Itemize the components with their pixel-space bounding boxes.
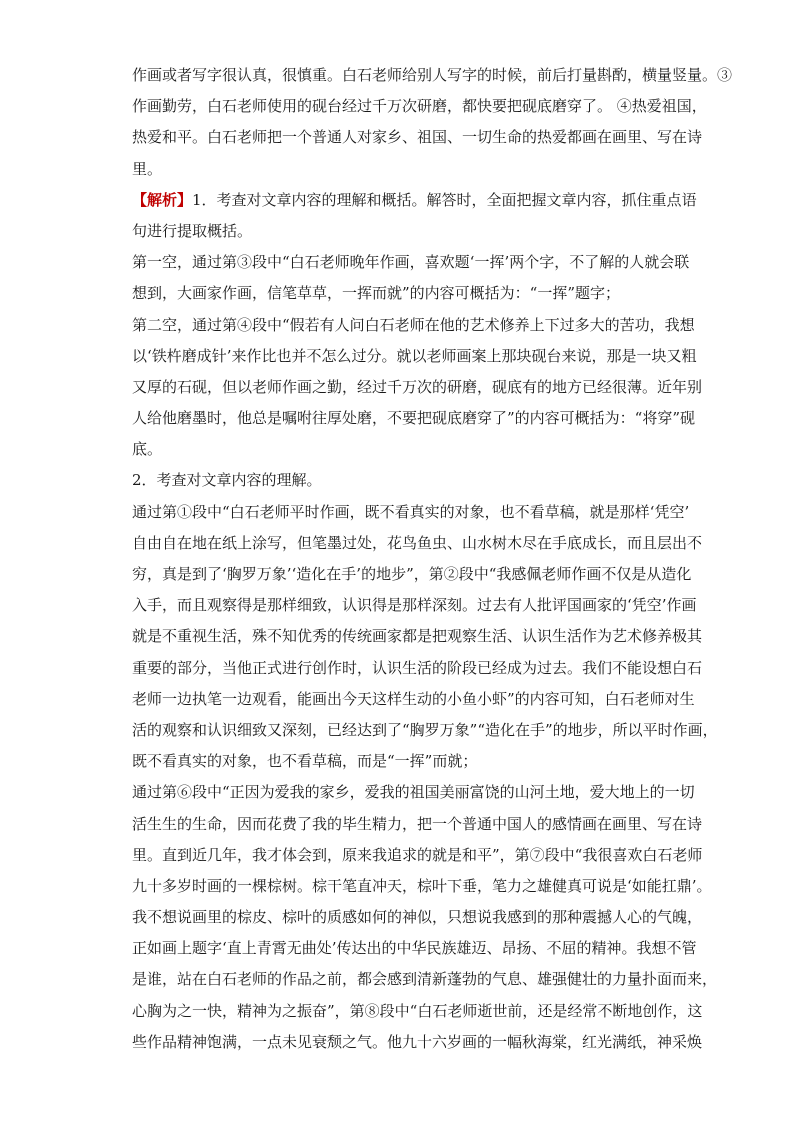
text-line: 活的观察和认识细致又深刻，已经达到了“胸罗万象”“造化在手”的地步，所以平时作画， <box>132 720 718 739</box>
document-body <box>132 60 733 1058</box>
text-line: 人给他磨墨时，他总是嘱咐往厚处磨，不要把砚底磨穿了”的内容可概括为：“将穿”砚 <box>132 409 696 428</box>
text-line: 想到，大画家作画，信笔草草，一挥而就”的内容可概括为：“一挥”题字； <box>132 284 621 303</box>
text-line: 里。直到近几年，我才体会到，原来我追求的就是和平”，第⑦段中“我很喜欢白石老师 <box>132 845 703 864</box>
text-line: 自由自在地在纸上涂写，但笔墨过处，花鸟鱼虫、山水树木尽在手底成长，而且层出不 <box>132 533 703 552</box>
text-line: 第一空，通过第③段中“白石老师晚年作画，喜欢题‘一挥’两个字，不了解的人就会联 <box>132 253 690 272</box>
text-line: 2．考查对文章内容的理解。 <box>132 471 322 490</box>
text-line: 穷，真是到了‘胸罗万象’‘造化在手’的地步”，第②段中“我感佩老师作画不仅是从造化 <box>132 565 692 583</box>
text-line: 作画或者写字很认真，很慎重。白石老师给别人写字的时候，前后打量斟酌，横量竖量。③ <box>132 66 733 84</box>
text-line: 通过第⑥段中“正因为爱我的家乡，爱我的祖国美丽富饶的山河土地，爱大地上的一切 <box>132 783 695 802</box>
analysis-line <box>132 185 697 216</box>
text-line: 正如画上题字‘直上青霄无曲处’传达出的中华民族雄迈、昂扬、不屈的精神。我想不管 <box>132 939 697 958</box>
text-line: 热爱和平。白石老师把一个普通人对家乡、祖国、一切生命的热爱都画在画里、写在诗 <box>132 128 703 147</box>
text-line: 以‘铁杵磨成针’来作比也并不怎么过分。就以老师画案上那块砚台来说，那是一块又粗 <box>132 346 697 365</box>
text-line: 就是不重视生活，殊不知优秀的传统画家都是把观察生活、认识生活作为艺术修养极其 <box>132 627 703 646</box>
text-line: 又厚的石砚，但以老师作画之勤，经过千万次的研磨，砚底有的地方已经很薄。近年别 <box>132 377 703 396</box>
text-line: 心胸为之一快，精神为之振奋”，第⑧段中“白石老师逝世前，还是经常不断地创作，这 <box>132 1001 703 1020</box>
text-line: 底。 <box>132 440 163 459</box>
text-line: 重要的部分，当他正式进行创作时，认识生活的阶段已经成为过去。我们不能设想白石 <box>132 658 703 677</box>
text-line: 我不想说画里的棕皮、棕叶的质感如何的神似，只想说我感到的那种震撼人心的气魄， <box>132 908 703 927</box>
text-line: 第二空，通过第④段中“假若有人问白石老师在他的艺术修养上下过多大的苦功，我想 <box>132 315 695 334</box>
text-line: 九十多岁时画的一棵棕树。棕干笔直冲天，棕叶下垂，笔力之雄健真可说是‘如能扛鼎’。 <box>132 876 712 895</box>
text-line: 通过第①段中“白石老师平时作画，既不看真实的对象，也不看草稿，就是那样‘凭空’ <box>132 502 690 521</box>
text-line: 作画勤劳，白石老师使用的砚台经过千万次研磨，都快要把砚底磨穿了。 ④热爱祖国， <box>132 97 707 116</box>
text-line: 句进行提取概括。 <box>132 221 253 240</box>
analysis-tag: 【解析】 <box>132 190 193 209</box>
text-span: 1．考查对文章内容的理解和概括。解答时，全面把握文章内容，抓住重点语 <box>192 190 697 209</box>
text-line: 入手，而且观察得是那样细致，认识得是那样深刻。过去有人批评国画家的‘凭空’作画 <box>132 596 697 615</box>
text-line: 活生生的生命，因而花费了我的毕生精力，把一个普通中国人的感情画在画里、写在诗 <box>132 814 703 833</box>
text-line: 些作品精神饱满，一点未见衰颓之气。他九十六岁画的一幅秋海棠，红光满纸，神采焕 <box>132 1032 703 1051</box>
text-line: 老师一边执笔一边观看，能画出今天这样生动的小鱼小虾”的内容可知，白石老师对生 <box>132 689 695 708</box>
text-line: 既不看真实的对象，也不看草稿，而是“一挥”而就； <box>132 752 478 771</box>
text-line: 里。 <box>132 159 163 178</box>
text-line: 是谁，站在白石老师的作品之前，都会感到清新蓬勃的气息、雄强健壮的力量扑面而来， <box>132 970 718 989</box>
